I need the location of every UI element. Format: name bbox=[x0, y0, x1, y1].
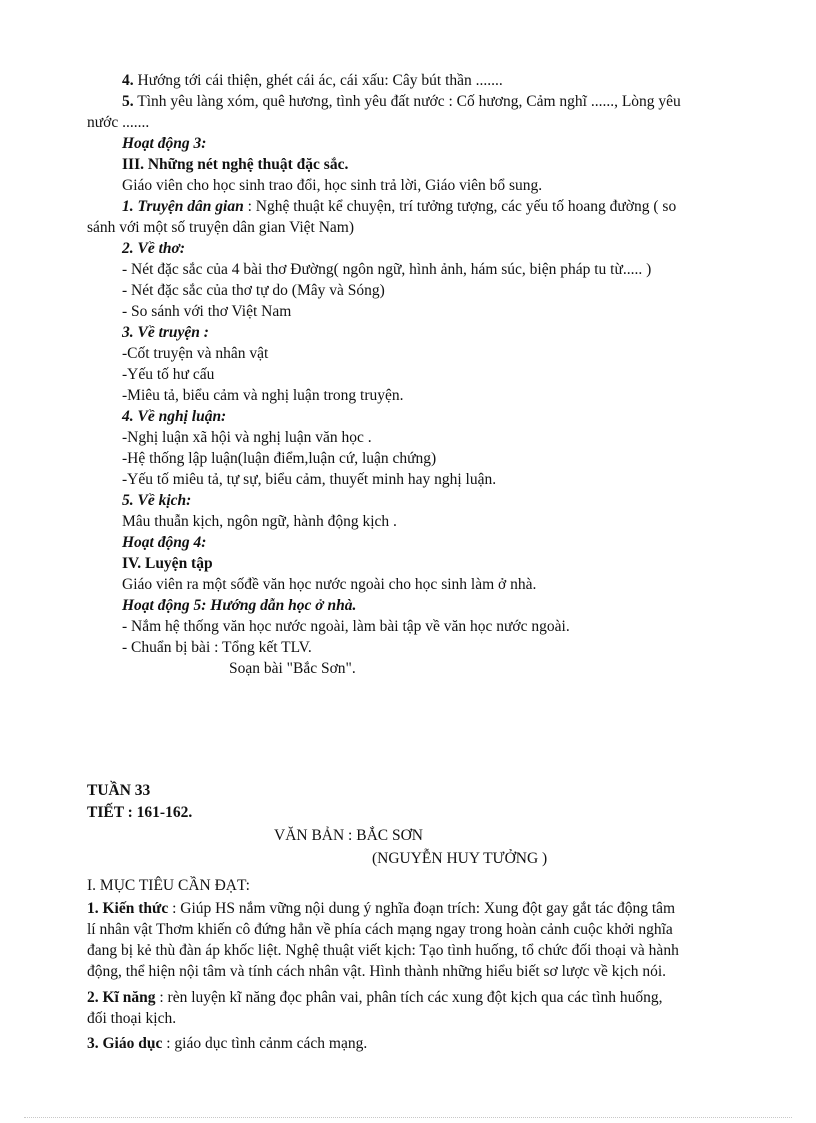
story-item: -Miêu tả, biểu cảm và nghị luận trong truyện. bbox=[122, 387, 404, 404]
knowledge-paragraph bbox=[87, 899, 675, 919]
homework-item: - Nắm hệ thống văn học nước ngoài, làm bài tập về văn học nước ngoài. bbox=[122, 618, 570, 635]
item-5-num: 5. bbox=[122, 93, 134, 110]
story-label: 3. Về truyện : bbox=[122, 324, 209, 341]
poetry-item: - Nét đặc sắc của 4 bài thơ Đường( ngôn ngữ, hình ảnh, hám súc, biện pháp tu từ..... ) bbox=[122, 261, 652, 278]
section-iii-heading: III. Những nét nghệ thuật đặc sắc. bbox=[122, 156, 349, 173]
lesson-title: VĂN BẢN : BẮC SƠN bbox=[274, 827, 423, 844]
knowledge-line: động, thể hiện nội tâm và tính cách nhân vật. Hình thành những hiểu biết sơ lược về kịch nói. bbox=[87, 963, 667, 980]
period-label: TIẾT : 161-162. bbox=[87, 804, 193, 821]
knowledge-text: : Giúp HS nắm vững nội dung ý nghĩa đoạn trích: Xung đột gay gắt tác động tâm bbox=[168, 900, 676, 917]
item-4 bbox=[122, 71, 503, 91]
knowledge-line: đang bị kẻ thù đàn áp khốc liệt. Nghệ thuật viết kịch: Tạo tình huống, tổ chức đối thoại và hành bbox=[87, 942, 679, 959]
poetry-label: 2. Về thơ: bbox=[122, 240, 185, 257]
drama-text: Mâu thuẫn kịch, ngôn ngữ, hành động kịch . bbox=[122, 513, 397, 530]
drama-label: 5. Về kịch: bbox=[122, 492, 192, 509]
skills-label: 2. Kĩ năng bbox=[87, 989, 156, 1006]
activity-4-heading: Hoạt động 4: bbox=[122, 534, 207, 551]
essay-item: -Yếu tố miêu tả, tự sự, biểu cảm, thuyết minh hay nghị luận. bbox=[122, 471, 497, 488]
story-item: -Cốt truyện và nhân vật bbox=[122, 345, 269, 362]
essay-item: -Hệ thống lập luận(luận điểm,luận cứ, luận chứng) bbox=[122, 450, 437, 467]
homework-item: - Chuẩn bị bài : Tổng kết TLV. bbox=[122, 639, 312, 656]
story-item: -Yếu tố hư cấu bbox=[122, 366, 215, 383]
page-bottom-divider bbox=[24, 1117, 792, 1118]
item-5-continuation: nước ....... bbox=[87, 114, 150, 131]
skills-paragraph bbox=[87, 988, 663, 1008]
section-iii-intro: Giáo viên cho học sinh trao đổi, học sinh trả lời, Giáo viên bổ sung. bbox=[122, 177, 543, 194]
education-label: 3. Giáo dục bbox=[87, 1035, 163, 1052]
essay-item: -Nghị luận xã hội và nghị luận văn học . bbox=[122, 429, 372, 446]
folk-tales-paragraph bbox=[122, 197, 676, 217]
homework-continuation: Soạn bài "Bắc Sơn". bbox=[229, 660, 356, 677]
activity-5-heading: Hoạt động 5: Hướng dẫn học ở nhà. bbox=[122, 597, 357, 614]
knowledge-line: lí nhân vật Thơm khiến cô đứng hẳn về phía cách mạng ngay trong hoàn cảnh cuộc khởi nghĩa bbox=[87, 921, 673, 938]
folk-tales-label: 1. Truyện dân gian bbox=[122, 198, 244, 215]
objectives-heading: I. MỤC TIÊU CẦN ĐẠT: bbox=[87, 877, 250, 894]
section-iv-heading: IV. Luyện tập bbox=[122, 555, 213, 572]
lesson-author: (NGUYỄN HUY TƯỞNG ) bbox=[372, 850, 548, 867]
education-text: : giáo dục tình cảnm cách mạng. bbox=[162, 1035, 368, 1052]
education-paragraph bbox=[87, 1034, 367, 1054]
practice-text: Giáo viên ra một sốđề văn học nước ngoài cho học sinh làm ở nhà. bbox=[122, 576, 537, 593]
folk-tales-text: : Nghệ thuật kể chuyện, trí tưởng tượng, các yếu tố hoang đường ( so bbox=[243, 198, 677, 215]
folk-tales-continuation: sánh với một số truyện dân gian Việt Nam) bbox=[87, 219, 354, 236]
activity-3-heading: Hoạt động 3: bbox=[122, 135, 207, 152]
poetry-item: - So sánh với thơ Việt Nam bbox=[122, 303, 292, 320]
item-5 bbox=[122, 92, 681, 112]
poetry-item: - Nét đặc sắc của thơ tự do (Mây và Sóng) bbox=[122, 282, 385, 299]
item-5-text: Tình yêu làng xóm, quê hương, tình yêu đất nước : Cố hương, Cảm nghĩ ......, Lòng yêu bbox=[133, 93, 681, 110]
essay-label: 4. Về nghị luận: bbox=[122, 408, 227, 425]
item-4-num: 4. bbox=[122, 72, 134, 89]
skills-line: đối thoại kịch. bbox=[87, 1010, 177, 1027]
skills-text: : rèn luyện kĩ năng đọc phân vai, phân tích các xung đột kịch qua các tình huống, bbox=[155, 989, 663, 1006]
week-label: TUẦN 33 bbox=[87, 782, 151, 799]
knowledge-label: 1. Kiến thức bbox=[87, 900, 169, 917]
item-4-text: Hướng tới cái thiện, ghét cái ác, cái xấu: Cây bút thần ....... bbox=[133, 72, 503, 89]
